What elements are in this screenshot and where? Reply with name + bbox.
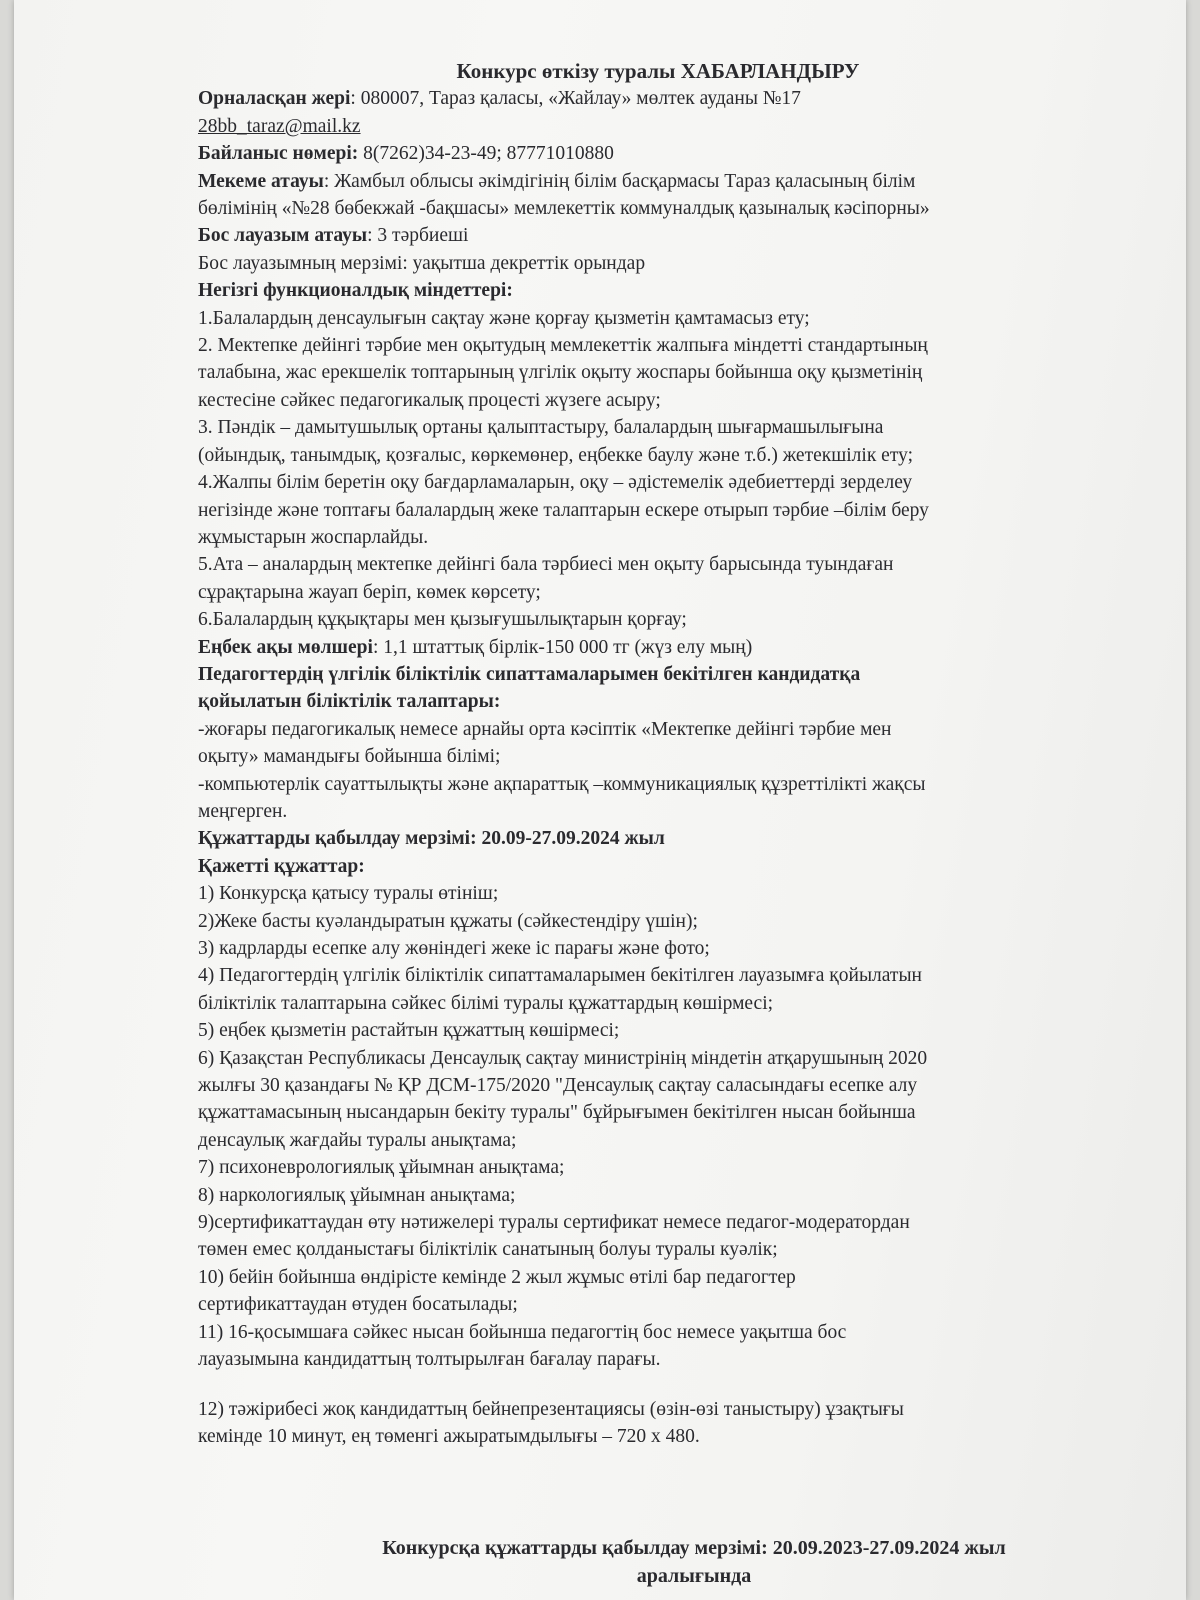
list-item: 5.Ата – аналардың мектепке дейінгі бала тәрбиесі мен оқыту барысында туындаған <box>198 554 894 576</box>
org-line <box>198 168 1158 195</box>
list-item: талабына, жас ерекшелік топтарының үлгілік оқыту жоспары бойынша оқу қызметінің <box>198 362 923 384</box>
org-line-2: бөлімінің «№28 бөбекжай -бақшасы» мемлекеттік коммуналдық қазыналық кәсіпорны» <box>198 198 930 220</box>
footer-acceptance-period <box>244 1534 1144 1590</box>
list-item: 4) Педагогтердің үлгілік біліктілік сипаттамаларымен бекітілген лауазымға қойылатын <box>198 965 922 987</box>
documents-heading: Қажетті құжаттар: <box>198 855 365 877</box>
list-item: 5) еңбек қызметін растайтын құжаттың көшірмесі; <box>198 1020 620 1042</box>
list-item: құжаттамасының нысандарын бекіту туралы" бұйрығымен бекітілген нысан бойынша <box>198 1102 916 1124</box>
salary-label: Еңбек ақы мөлшері <box>198 636 373 658</box>
footer-line-2: аралығында <box>636 1565 752 1587</box>
list-item: 6) Қазақстан Республикасы Денсаулық сақтау министрінің міндетін атқарушының 2020 <box>198 1047 928 1069</box>
list-item: негізінде және топтағы балалардың жеке талаптарын ескере отырып тәрбие –білім беру <box>198 499 929 521</box>
list-item: денсаулық жағдайы туралы анықтама; <box>198 1129 517 1151</box>
list-item: 10) бейін бойынша өндірісте кемінде 2 жыл жұмыс өтілі бар педагогтер <box>198 1266 796 1288</box>
phone-value: 8(7262)34-23-49; 87771010880 <box>358 143 614 165</box>
org-value: : Жамбыл облысы әкімдігінің білім басқармасы Тараз қаласының білім <box>323 170 916 192</box>
list-item: 1) Конкурсқа қатысу туралы өтініш; <box>198 883 499 905</box>
list-item: 9)сертификаттаудан өту нәтижелері туралы сертификат немесе педагог-модератордан <box>198 1212 910 1234</box>
vacancy-line <box>198 222 1158 249</box>
phone-line <box>198 140 1158 167</box>
list-item: 1.Балалардың денсаулығын сақтау және қорғау қызметін қамтамасыз ету; <box>198 307 810 329</box>
duties-heading: Негізгі функционалдық міндеттері: <box>198 280 513 302</box>
term-line: Бос лауазымның мерзімі: уақытша декреттік орындар <box>198 252 646 274</box>
list-item: 3) кадрларды есепке алу жөніндегі жеке іс парағы және фото; <box>198 938 710 959</box>
list-item: 3. Пәндік – дамытушылық ортаны қалыптастыру, балалардың шығармашылығына <box>198 417 884 439</box>
address-value: : 080007, Тараз қаласы, «Жайлау» мөлтек ауданы №17 <box>350 88 801 110</box>
list-item: біліктілік талаптарына сәйкес білімі туралы құжаттардың көшірмесі; <box>198 992 774 1014</box>
salary-line <box>198 634 1158 661</box>
list-item: 2)Жеке басты куәландыратын құжаты (сәйкестендіру үшін); <box>198 910 698 932</box>
spacer <box>198 1374 1158 1396</box>
acceptance-period: Құжаттарды қабылдау мерзімі: 20.09-27.09.2024 жыл <box>198 828 665 850</box>
phone-label: Байланыс нөмері: <box>198 143 359 165</box>
notice-title: Конкурс өткізу туралы ХАБАРЛАНДЫРУ <box>456 59 860 83</box>
duties-list <box>198 305 1158 634</box>
org-label: Мекеме атауы <box>198 170 324 192</box>
list-item: 4.Жалпы білім беретін оқу бағдарламаларын, оқу – әдістемелік әдебиеттерді зерделеу <box>198 472 913 494</box>
address-line <box>198 85 1158 112</box>
document-12-line-2: кемінде 10 минут, ең төменгі ажыратымдылығы – 720 х 480. <box>198 1425 700 1447</box>
list-item: (ойындық, танымдық, қозғалыс, көркемөнер, еңбекке баулу және т.б.) жетекшілік ету; <box>198 444 913 466</box>
list-item: кестесіне сәйкес педагогикалық процесті жүзеге асыру; <box>198 389 661 411</box>
list-item: -жоғары педагогикалық немесе арнайы орта кәсіптік «Мектепке дейінгі тәрбие мен <box>198 718 892 740</box>
list-item: меңгерген. <box>198 800 288 822</box>
list-item: оқыту» мамандығы бойынша білімі; <box>198 746 501 768</box>
list-item: -компьютерлік сауаттылықты және ақпараттық –коммуникациялық құзреттілікті жақсы <box>198 773 926 795</box>
documents-list <box>198 880 1158 1373</box>
notice-body <box>198 58 1158 1450</box>
list-item: сертификаттаудан өтуден босатылады; <box>198 1294 518 1316</box>
list-item: 11) 16-қосымшаға сәйкес нысан бойынша педагогтің бос немесе уақытша бос <box>198 1321 847 1343</box>
footer-line: Конкурсқа құжаттарды қабылдау мерзімі: 20.09.2023-27.09.2024 жыл <box>382 1537 1006 1559</box>
document-12-line: 12) тәжірибесі жоқ кандидаттың бейнепрезентациясы (өзін-өзі таныстыру) ұзақтығы <box>198 1398 904 1420</box>
email-link[interactable]: 28bb_taraz@mail.kz <box>198 115 361 137</box>
requirements-heading: Педагогтердің үлгілік біліктілік сипаттамаларымен бекітілген кандидатқа <box>198 663 861 685</box>
list-item: жұмыстарын жоспарлайды. <box>198 526 429 548</box>
list-item: 6.Балалардың құқықтары мен қызығушылықтарын қорғау; <box>198 609 687 631</box>
list-item: 2. Мектепке дейінгі тәрбие мен оқытудың мемлекеттік жалпыға міндетті стандартының <box>198 335 928 357</box>
paper-sheet <box>14 0 1186 1600</box>
address-label: Орналасқан жері <box>198 88 351 110</box>
requirements-heading-2: қойылатын біліктілік талаптары: <box>198 691 501 713</box>
list-item: 8) наркологиялық ұйымнан анықтама; <box>198 1184 516 1206</box>
vacancy-label: Бос лауазым атауы <box>198 225 368 247</box>
list-item: төмен емес қолданыстағы біліктілік санатының болуы туралы куәлік; <box>198 1239 778 1261</box>
requirements-list <box>198 716 1158 826</box>
salary-value: : 1,1 штаттық бірлік-150 000 тг (жүз елу мың) <box>372 636 753 658</box>
list-item: 7) психоневрологиялық ұйымнан анықтама; <box>198 1157 565 1179</box>
list-item: сұрақтарына жауап беріп, көмек көрсету; <box>198 581 541 603</box>
list-item: жылғы 30 қазандағы № ҚР ДСМ-175/2020 "Денсаулық сақтау саласындағы есепке алу <box>198 1075 918 1097</box>
list-item: лауазымына кандидаттың толтырылған бағалау парағы. <box>198 1349 661 1371</box>
vacancy-value: : 3 тәрбиеші <box>367 225 469 247</box>
